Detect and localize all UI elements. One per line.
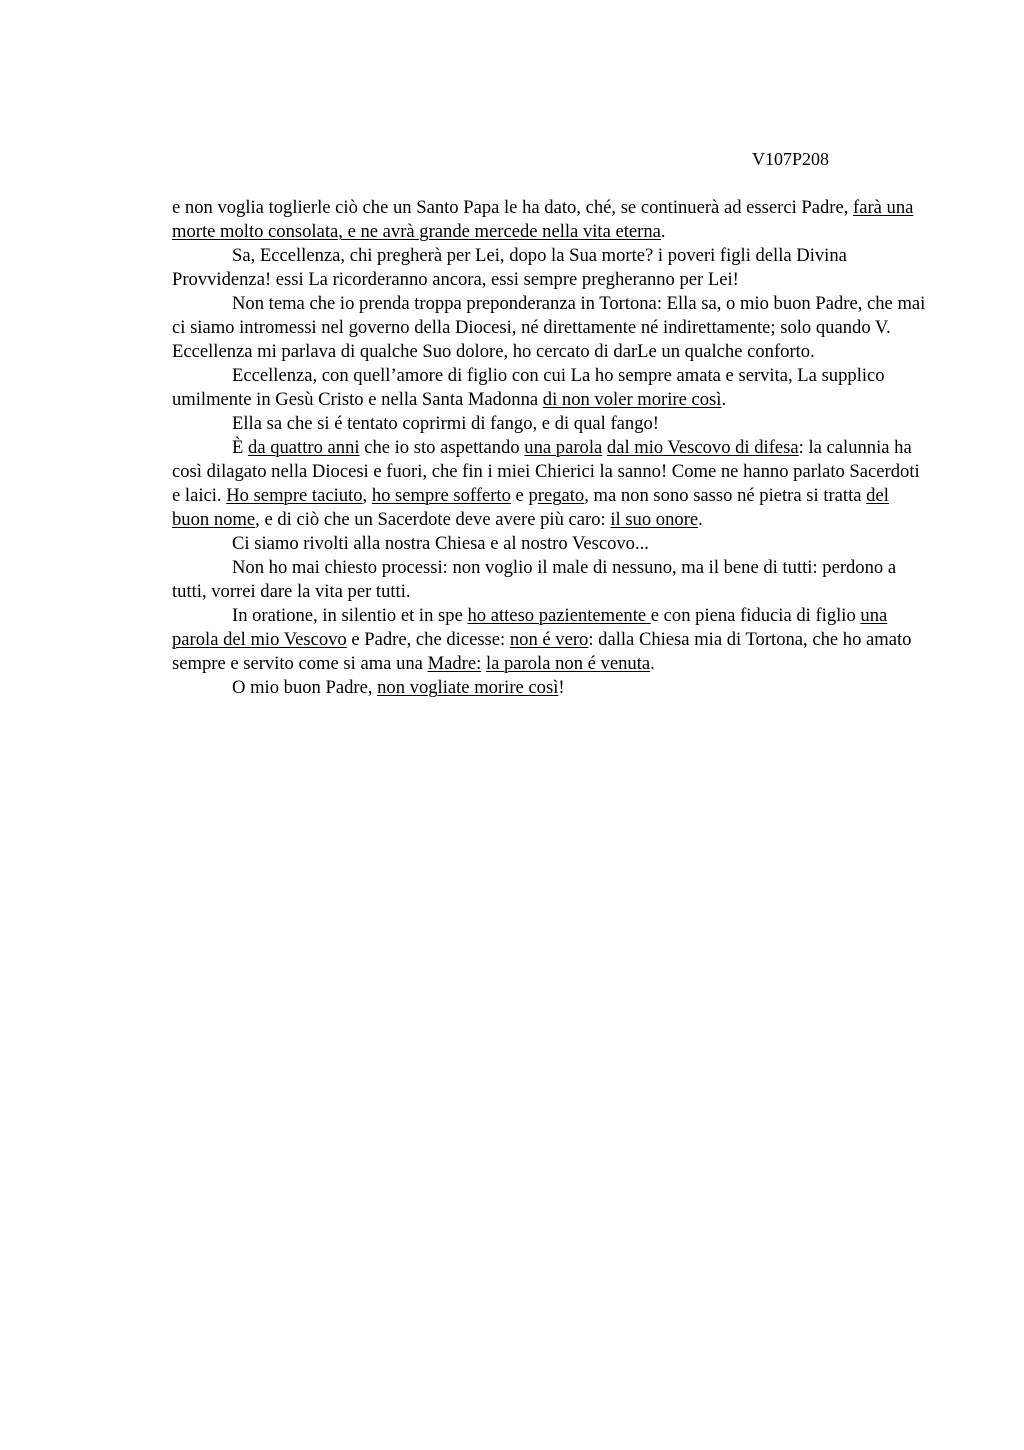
text-span: Ci siamo rivolti alla nostra Chiesa e al nostro Vescovo...	[232, 533, 649, 554]
text-span: : dalla Chiesa mia di Tortona, che ho amato sempre e servito come si ama una	[172, 629, 912, 674]
underlined-text: la parola non é venuta	[485, 653, 651, 674]
text-span: Eccellenza, con quell’amore di figlio con cui La ho sempre amata e servita, La supplico umilmente in Gesù Cristo e nella Santa Madonna	[172, 365, 885, 410]
text-span: È	[232, 437, 249, 458]
paragraph	[172, 244, 928, 292]
paragraph	[172, 436, 928, 532]
text-span: e Padre, che dicesse:	[346, 629, 510, 650]
text-span: : la calunnia ha così dilagato nella Diocesi e fuori, che fin i miei Chierici la sanno! Come ne hanno parlato Sacerdoti e laici.	[172, 437, 920, 506]
underlined-text: non vogliate morire così	[377, 677, 559, 698]
text-span: .	[721, 389, 727, 410]
underlined-text: dal mio Vescovo di difesa	[606, 437, 799, 458]
page-reference: V107P208	[752, 149, 830, 169]
underlined-text: del buon nome	[172, 485, 889, 530]
underlined-text: ho atteso pazientemente	[467, 605, 651, 626]
paragraph	[172, 364, 928, 412]
underlined-text: da quattro anni	[248, 437, 360, 458]
paragraph	[172, 532, 928, 556]
text-span: .	[650, 653, 655, 674]
underlined-text: farà una morte molto consolata, e ne avrà grande mercede nella vita eterna	[172, 197, 914, 242]
text-span: O mio buon Padre,	[232, 677, 378, 698]
text-span: e con piena fiducia di figlio	[650, 605, 861, 626]
underlined-text: regato	[537, 485, 585, 506]
text-span: !	[558, 677, 565, 698]
text-span: In oratione, in silentio et in spe	[232, 605, 468, 626]
text-span: e non voglia toglierle ciò che un Santo Papa le ha dato, ché, se continuerà ad esserci Padre,	[172, 197, 854, 218]
text-span: Sa, Eccellenza, chi pregherà per Lei, dopo la Sua morte? i poveri figli della Divina Provvidenza! essi La ricorderanno ancora, essi sempre pregheranno per Lei!	[172, 245, 847, 290]
text-span: .	[660, 221, 666, 242]
paragraph	[172, 556, 928, 604]
underlined-text: Ho sempre taciuto	[226, 485, 363, 506]
letter-body	[172, 196, 928, 700]
paragraph	[172, 676, 928, 700]
text-span: che io sto aspettando	[359, 437, 525, 458]
text-span: Ella sa che si é tentato coprirmi di fango, e di qual fango!	[232, 413, 659, 434]
underlined-text: una parola	[524, 437, 603, 458]
underlined-text: Madre:	[427, 653, 482, 674]
underlined-text: il suo onore	[610, 509, 699, 530]
text-span: Non ho mai chiesto processi: non voglio il male di nessuno, ma il bene di tutti: perdono a tutti, vorrei dare la vita per tutti.	[172, 557, 897, 602]
text-span: Non tema che io prenda troppa preponderanza in Tortona: Ella sa, o mio buon Padre, che mai ci siamo intromessi nel governo della Diocesi, né direttamente né indirettamente; solo quando V. Eccellenza mi parlava di qualche Suo dolore, ho cercato di darLe un qualche conforto.	[172, 293, 926, 362]
paragraph	[172, 196, 928, 244]
text-span: .	[698, 509, 703, 530]
text-span: e p	[510, 485, 538, 506]
text-span: , ma non sono sasso né pietra si tratta	[584, 485, 867, 506]
paragraph	[172, 292, 928, 364]
text-span: ,	[362, 485, 372, 506]
underlined-text: una parola del mio Vescovo	[172, 605, 888, 650]
paragraph	[172, 412, 928, 436]
paragraph	[172, 604, 928, 676]
text-span: , e di ciò che un Sacerdote deve avere più caro:	[255, 509, 611, 530]
underlined-text: ho sempre sofferto	[371, 485, 511, 506]
underlined-text: di non voler morire così	[542, 389, 722, 410]
underlined-text: non é vero	[509, 629, 589, 650]
